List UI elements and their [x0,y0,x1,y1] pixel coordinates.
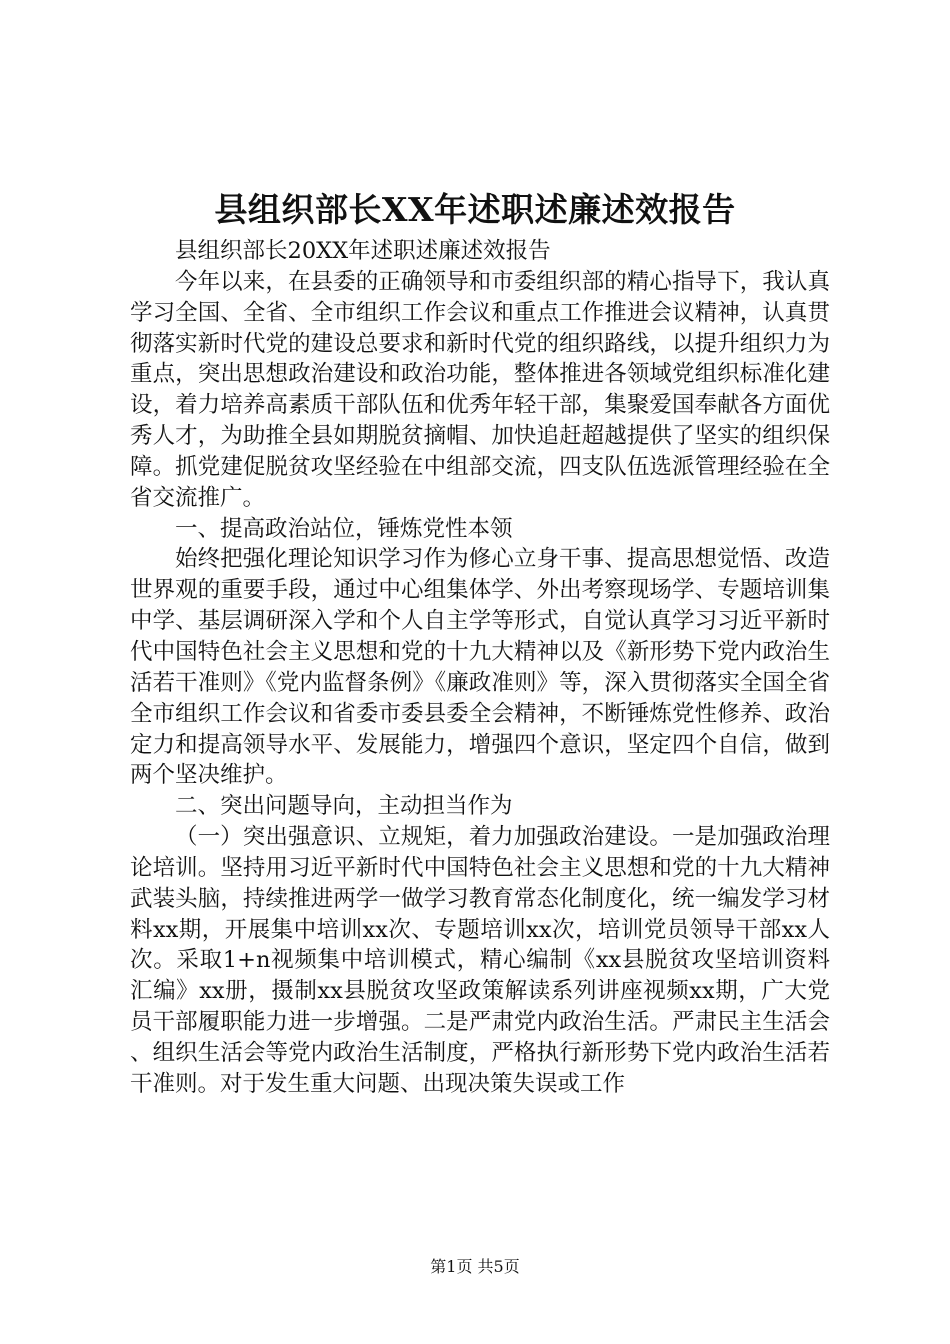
subtitle-paragraph: 县组织部长20XX年述职述廉述效报告 [175,238,551,264]
document-body [130,236,830,1100]
section-1-paragraph: 始终把强化理论知识学习作为修心立身干事、提高思想觉悟、改造世界观的重要手段，通过中心组集体学、外出考察现场学、专题培训集中学、基层调研深入学和个人自主学等形式，自觉认真学习习近平新时代中国特色社会主义思想和党的十九大精神以及《新形势下党内政治生活若干准则》《党内监督条例》《廉政准则》等，深入贯彻落实全国全省全市组织工作会议和省委市委县委全会精神，不断锤炼党性修养、政治定力和提高领导水平、发展能力，增强四个意识，坚定四个自信，做到两个坚决维护。 [130,546,830,789]
document-title: 县组织部长XX年述职述廉述效报告 [214,190,736,229]
intro-paragraph: 今年以来，在县委的正确领导和市委组织部的精心指导下，我认真学习全国、全省、全市组织工作会议和重点工作推进会议精神，认真贯彻落实新时代党的建设总要求和新时代党的组织路线，以提升组织力为重点，突出思想政治建设和政治功能，整体推进各领域党组织标准化建设，着力培养高素质干部队伍和优秀年轻干部，集聚爱国奉献各方面优秀人才，为助推全县如期脱贫摘帽、加快追赶超越提供了坚实的组织保障。抓党建促脱贫攻坚经验在中组部交流，四支队伍选派管理经验在全省交流推广。 [130,268,830,511]
section-2-paragraph: （一）突出强意识、立规矩，着力加强政治建设。一是加强政治理论培训。坚持用习近平新时代中国特色社会主义思想和党的十九大精神武装头脑，持续推进两学一做学习教育常态化制度化，统一编发学习材料xx期，开展集中培训xx次、专题培训xx次，培训党员领导干部xx人次。采取1+n视频集中培训模式，精心编制《xx县脱贫攻坚培训资料汇编》xx册，摄制xx县脱贫攻坚政策解读系列讲座视频xx期，广大党员干部履职能力进一步增强。二是严肃党内政治生活。严肃民主生活会、组织生活会等党内政治生活制度，严格执行新形势下党内政治生活若干准则。对于发生重大问题、出现决策失误或工作 [130,824,830,1097]
section-heading-2: 二、突出问题导向，主动担当作为 [175,793,513,820]
section-heading-1: 一、提高政治站位，锤炼党性本领 [175,515,513,542]
page-footer: 第1页 共5页 [430,1257,520,1276]
